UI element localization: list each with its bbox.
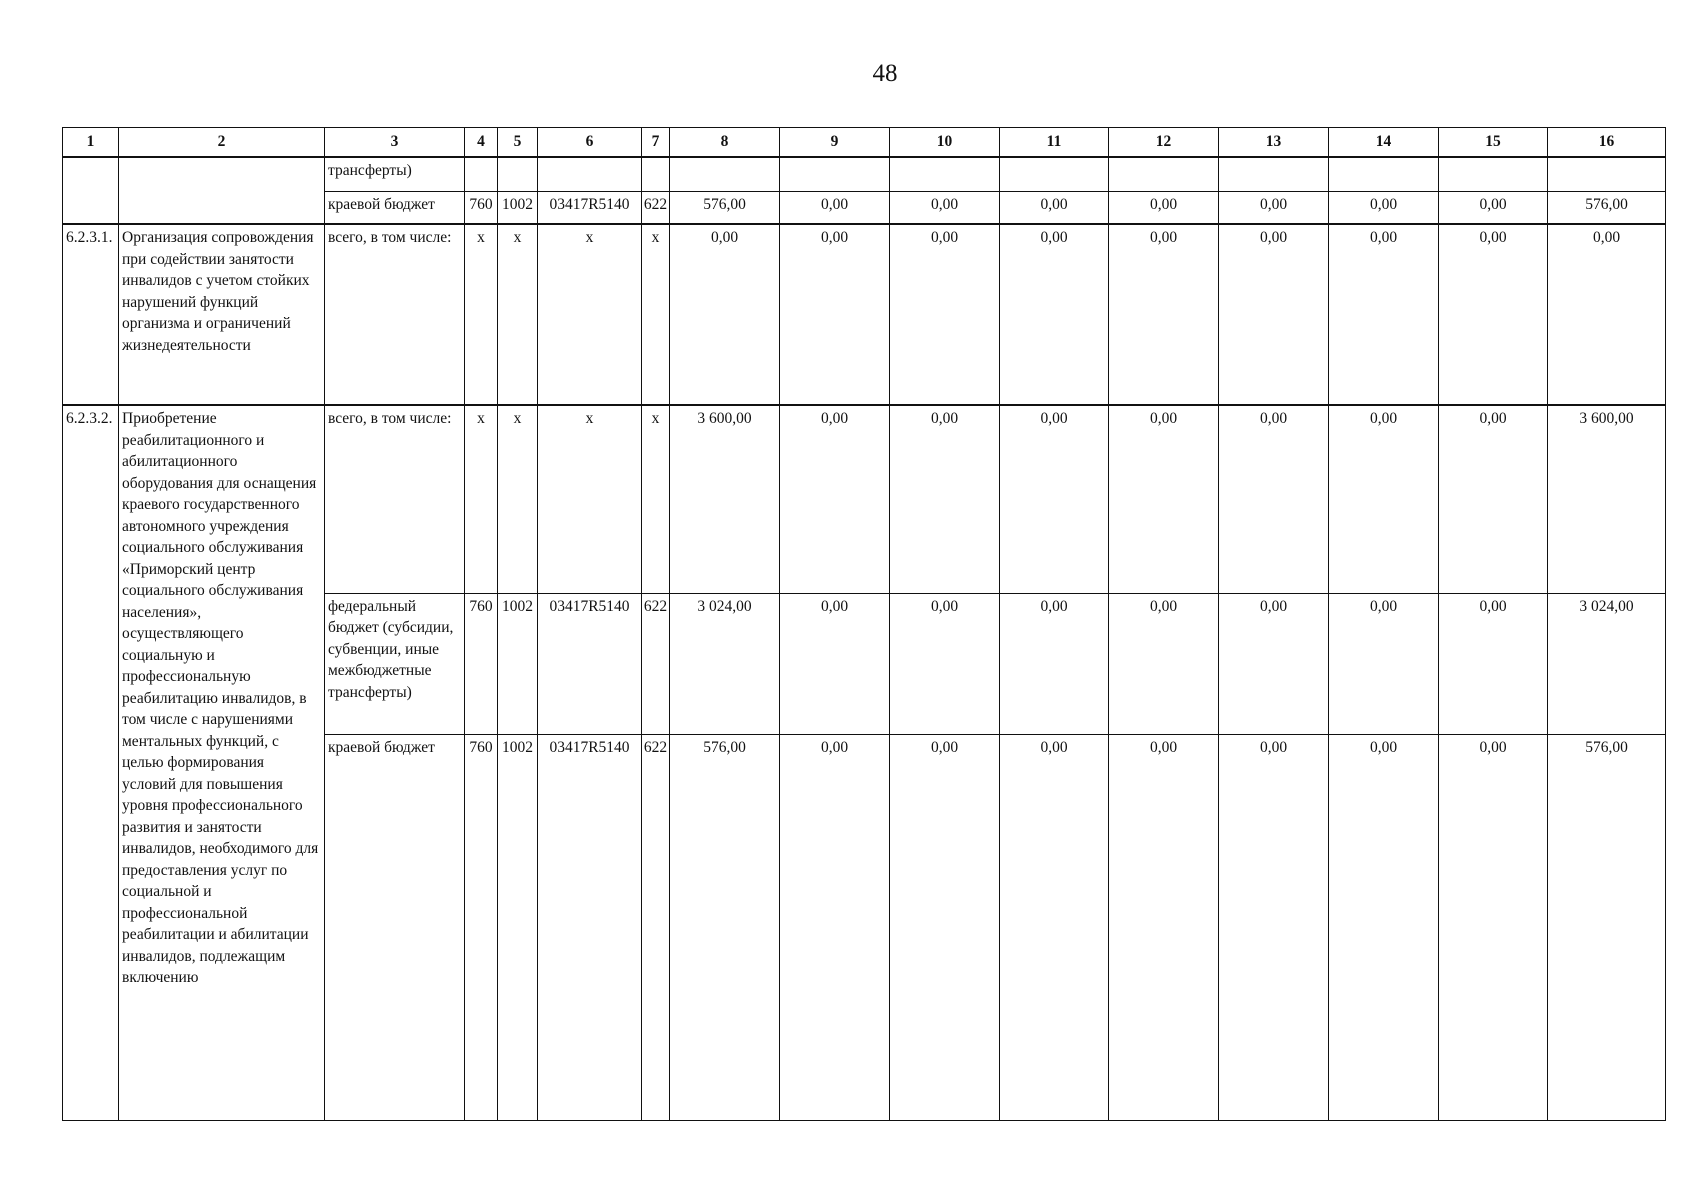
header-cell: 13	[1219, 128, 1329, 158]
header-cell: 14	[1329, 128, 1439, 158]
value-cell: 0,00	[1329, 191, 1439, 224]
code-cell	[465, 157, 498, 191]
value-cell	[1000, 157, 1109, 191]
table-row	[63, 157, 1666, 191]
header-cell: 1	[63, 128, 119, 158]
code-cell: x	[498, 405, 538, 593]
value-cell	[780, 157, 890, 191]
code-cell: x	[498, 224, 538, 405]
value-cell	[1109, 157, 1219, 191]
value-cell	[1219, 157, 1329, 191]
code-cell: 622	[642, 593, 670, 734]
value-cell: 0,00	[780, 593, 890, 734]
value-cell: 0,00	[1219, 734, 1329, 1120]
code-cell: 622	[642, 191, 670, 224]
value-cell	[670, 157, 780, 191]
header-cell: 2	[119, 128, 325, 158]
code-cell: x	[465, 224, 498, 405]
code-cell: 03417R5140	[538, 734, 642, 1120]
code-cell: x	[538, 405, 642, 593]
code-cell: 03417R5140	[538, 593, 642, 734]
row-name-cell: Приобретение реабилитационного и абилитационного оборудования для оснащения краевого государственного автономного учреждения социального обслуживания «Приморский центр социального обслуживания населения», осуществляющего социальную и профессиональную реабилитацию инвалидов, в том числе с нарушениями ментальных функций, с целью формирования условий для повышения уровня профессионального развития и занятости инвалидов, необходимого для предоставления услуг по социальной и профессиональной реабилитации и абилитации инвалидов, подлежащим включению	[119, 405, 325, 1120]
value-cell	[1439, 157, 1548, 191]
row-name-cell	[119, 157, 325, 224]
value-cell: 0,00	[1000, 405, 1109, 593]
code-cell: 622	[642, 734, 670, 1120]
value-cell: 0,00	[1109, 191, 1219, 224]
value-cell: 0,00	[1439, 593, 1548, 734]
value-cell: 0,00	[1109, 734, 1219, 1120]
table-row	[63, 405, 1666, 593]
row-number-cell: 6.2.3.2.	[63, 405, 119, 1120]
code-cell: x	[465, 405, 498, 593]
funding-source-cell: всего, в том числе:	[325, 224, 465, 405]
code-cell: 03417R5140	[538, 191, 642, 224]
value-cell: 0,00	[1219, 191, 1329, 224]
header-cell: 12	[1109, 128, 1219, 158]
value-cell: 0,00	[1439, 734, 1548, 1120]
header-cell: 7	[642, 128, 670, 158]
value-cell: 0,00	[1329, 224, 1439, 405]
value-cell	[1548, 157, 1666, 191]
value-cell: 3 024,00	[670, 593, 780, 734]
value-cell: 0,00	[1439, 405, 1548, 593]
header-cell: 11	[1000, 128, 1109, 158]
value-cell: 0,00	[1000, 734, 1109, 1120]
table-row	[63, 224, 1666, 405]
value-cell: 3 024,00	[1548, 593, 1666, 734]
header-cell: 10	[890, 128, 1000, 158]
value-cell: 0,00	[1329, 734, 1439, 1120]
header-cell: 16	[1548, 128, 1666, 158]
code-cell: x	[538, 224, 642, 405]
value-cell: 0,00	[780, 405, 890, 593]
value-cell	[890, 157, 1000, 191]
funding-source-cell: федеральный бюджет (субсидии, субвенции, иные межбюджетные трансферты)	[325, 593, 465, 734]
funding-source-cell: краевой бюджет	[325, 191, 465, 224]
code-cell: 760	[465, 734, 498, 1120]
header-cell: 8	[670, 128, 780, 158]
value-cell: 576,00	[670, 734, 780, 1120]
value-cell: 0,00	[1548, 224, 1666, 405]
table-header-row	[63, 128, 1666, 158]
code-cell	[498, 157, 538, 191]
row-number-cell	[63, 157, 119, 224]
funding-source-cell: всего, в том числе:	[325, 405, 465, 593]
value-cell	[1329, 157, 1439, 191]
value-cell: 0,00	[1329, 593, 1439, 734]
header-cell: 9	[780, 128, 890, 158]
value-cell: 0,00	[890, 191, 1000, 224]
value-cell: 0,00	[1109, 593, 1219, 734]
value-cell: 0,00	[1329, 405, 1439, 593]
value-cell: 0,00	[780, 224, 890, 405]
code-cell	[538, 157, 642, 191]
header-cell: 15	[1439, 128, 1548, 158]
header-cell: 4	[465, 128, 498, 158]
value-cell: 0,00	[1109, 224, 1219, 405]
code-cell: 1002	[498, 191, 538, 224]
funding-source-cell: краевой бюджет	[325, 734, 465, 1120]
code-cell: 760	[465, 593, 498, 734]
value-cell: 0,00	[890, 593, 1000, 734]
header-cell: 6	[538, 128, 642, 158]
header-cell: 5	[498, 128, 538, 158]
row-number-cell: 6.2.3.1.	[63, 224, 119, 405]
value-cell: 0,00	[890, 224, 1000, 405]
code-cell: x	[642, 405, 670, 593]
code-cell: x	[642, 224, 670, 405]
row-name-cell: Организация сопровождения при содействии занятости инвалидов с учетом стойких нарушений функций организма и ограничений жизнедеятельности	[119, 224, 325, 405]
value-cell: 576,00	[670, 191, 780, 224]
value-cell: 0,00	[1000, 191, 1109, 224]
value-cell: 3 600,00	[1548, 405, 1666, 593]
budget-table	[62, 127, 1666, 1121]
value-cell: 0,00	[1219, 224, 1329, 405]
code-cell: 1002	[498, 593, 538, 734]
value-cell: 0,00	[890, 405, 1000, 593]
value-cell: 0,00	[890, 734, 1000, 1120]
value-cell: 0,00	[1000, 224, 1109, 405]
value-cell: 0,00	[780, 191, 890, 224]
funding-source-cell: трансферты)	[325, 157, 465, 191]
value-cell: 0,00	[1219, 405, 1329, 593]
value-cell: 0,00	[1109, 405, 1219, 593]
code-cell: 1002	[498, 734, 538, 1120]
value-cell: 0,00	[1439, 191, 1548, 224]
code-cell	[642, 157, 670, 191]
code-cell: 760	[465, 191, 498, 224]
value-cell: 0,00	[1439, 224, 1548, 405]
value-cell: 576,00	[1548, 191, 1666, 224]
value-cell: 0,00	[780, 734, 890, 1120]
value-cell: 0,00	[670, 224, 780, 405]
page-number: 48	[872, 60, 898, 87]
value-cell: 0,00	[1000, 593, 1109, 734]
header-cell: 3	[325, 128, 465, 158]
value-cell: 3 600,00	[670, 405, 780, 593]
value-cell: 0,00	[1219, 593, 1329, 734]
value-cell: 576,00	[1548, 734, 1666, 1120]
